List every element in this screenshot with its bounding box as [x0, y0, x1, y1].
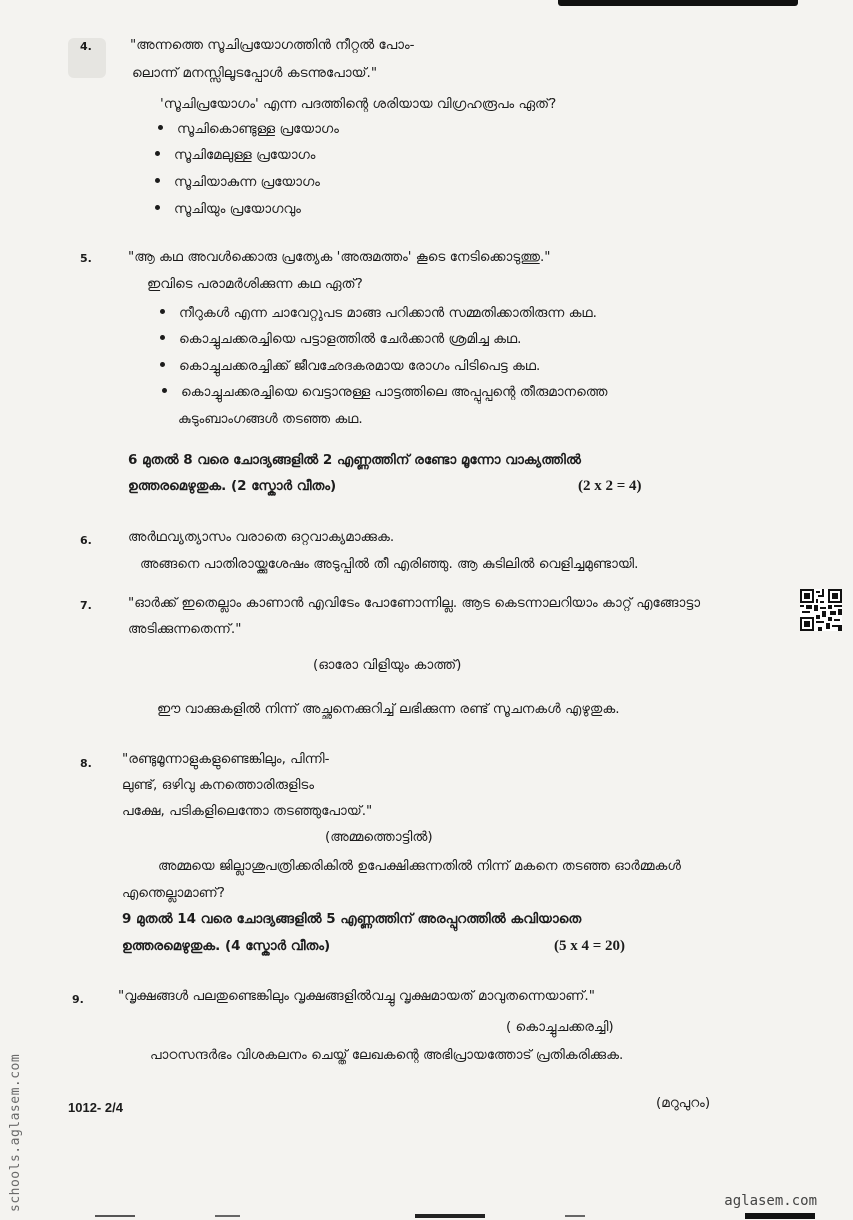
question-7-quote-line1: "ഓർക്ക് ഇതെല്ലാം കാണാൻ എവിടേം പോണോന്നില്ല. ആട കെടന്നാലറിയാം കാറ്റ് എങ്ങോട്ടാ [128, 595, 701, 611]
turn-over-label: (മറുപുറം) [656, 1095, 711, 1111]
question-5-option-1: നീറുകൾ എന്ന ചാവേറ്റുപട മാങ്ങ പറിക്കാൻ സമ്മതിക്കാതിരുന്ന കഥ. [160, 304, 597, 322]
question-9-number: 9. [72, 993, 84, 1006]
scan-bottom-marks [95, 1213, 815, 1219]
question-4-option-1: സൂചികൊണ്ടുള്ള പ്രയോഗം [158, 120, 339, 138]
qr-code [800, 589, 842, 631]
question-8-quote-line2: ലുണ്ട്, ഒഴിവു കനത്തൊരിരുളിടം [122, 777, 315, 793]
question-7-source: (ഓരോ വിളിയും കാത്ത്) [313, 657, 462, 673]
question-4-prompt: 'സൂചിപ്രയോഗം' എന്ന പദത്തിന്റെ ശരിയായ വിഗ്രഹരൂപം ഏത്? [160, 96, 557, 112]
question-5-option-4-continued: കുടുംബാംഗങ്ങൾ തടഞ്ഞ കഥ. [178, 411, 363, 427]
question-9-quote: "വൃക്ഷങ്ങൾ പലതുണ്ടെങ്കിലും വൃക്ഷങ്ങളിൽവച്ചു വൃക്ഷമായത് മാവുതന്നെയാണ്." [118, 988, 595, 1004]
question-4-number: 4. [80, 40, 92, 53]
question-7-prompt: ഈ വാക്കുകളിൽ നിന്ന് അച്ഛനെക്കുറിച്ച് ലഭിക്കുന്ന രണ്ട് സൂചനകൾ എഴുതുക. [157, 701, 620, 717]
scan-edge-mark [558, 0, 798, 6]
watermark-text: schools.aglasem.com [8, 1053, 23, 1212]
question-5-option-4: കൊച്ചുചക്കരച്ചിയെ വെട്ടാനുള്ള പാട്ടത്തിലെ അപ്പുപ്പന്റെ തീരുമാനത്തെ [162, 383, 607, 401]
question-8-number: 8. [80, 757, 92, 770]
question-8-quote-line3: പക്ഷേ, പടികളിലെന്തോ തടഞ്ഞുപോയ്." [122, 803, 373, 819]
question-8-source: (അമ്മത്തൊട്ടിൽ) [325, 829, 433, 845]
question-4-quote-line1: "അന്നത്തെ സൂചിപ്രയോഗത്തിൻ നീറ്റൽ പോം- [130, 37, 415, 53]
question-7-number: 7. [80, 599, 92, 612]
section-a-instruction-line2: ഉത്തരമെഴുതുക. (2 സ്കോർ വീതം) [128, 478, 337, 494]
question-7-quote-line2: അടിക്കുന്നതെന്ന്." [128, 621, 242, 637]
question-4-option-2: സൂചിമേലുള്ള പ്രയോഗം [155, 146, 315, 164]
question-5-option-3: കൊച്ചുചക്കരച്ചിക്ക് ജീവഛേദകരമായ രോഗം പിടിപെട്ട കഥ. [160, 357, 540, 375]
question-5-quote: "ആ കഥ അവൾക്കൊരു പ്രത്യേക 'അരുമത്തം' കൂടെ നേടിക്കൊടുത്തു." [128, 249, 551, 265]
question-5-option-2: കൊച്ചുചക്കരച്ചിയെ പട്ടാളത്തിൽ ചേർക്കാൻ ശ്രമിച്ച കഥ. [160, 330, 521, 348]
site-label: aglasem.com [724, 1193, 817, 1209]
question-4-quote-line2: ലൊന്ന് മനസ്സിലൂടപ്പോൾ കടന്നുപോയ്." [132, 65, 378, 81]
question-8-prompt-line2: എന്തെല്ലാമാണ്? [122, 885, 225, 901]
section-a-marks: (2 x 2 = 4) [578, 478, 642, 494]
question-8-quote-line1: "രണ്ടുമൂന്നാളുകളുണ്ടെങ്കിലും, പിന്നി- [122, 751, 330, 767]
paper-code: 1012- 2/4 [68, 1100, 123, 1115]
question-6-prompt: അർഥവ്യത്യാസം വരാതെ ഒറ്റവാക്യമാക്കുക. [128, 529, 395, 545]
question-4-option-3: സൂചിയാകുന്ന പ്രയോഗം [155, 173, 320, 191]
question-9-source: ( കൊച്ചുചക്കരച്ചി) [506, 1019, 614, 1035]
section-b-marks: (5 x 4 = 20) [554, 938, 626, 954]
question-9-prompt: പാഠസന്ദർഭം വിശകലനം ചെയ്ത് ലേഖകന്റെ അഭിപ്രായത്തോട് പ്രതികരിക്കുക. [150, 1047, 624, 1063]
section-a-instruction-line1: 6 മുതൽ 8 വരെ ചോദ്യങ്ങളിൽ 2 എണ്ണത്തിന് രണ്ടോ മൂന്നോ വാക്യത്തിൽ [128, 452, 581, 468]
question-5-prompt: ഇവിടെ പരാമർശിക്കുന്ന കഥ ഏത്? [147, 276, 363, 292]
question-6-text: അങ്ങനെ പാതിരായ്ക്കുശേഷം അടുപ്പിൽ തീ എരിഞ്ഞു. ആ കുടിലിൽ വെളിച്ചമുണ്ടായി. [140, 556, 639, 572]
question-5-number: 5. [80, 252, 92, 265]
question-4-option-4: സൂചിയും പ്രയോഗവും [155, 200, 301, 218]
question-8-prompt-line1: അമ്മയെ ജില്ലാശുപത്രിക്കരികിൽ ഉപേക്ഷിക്കുന്നതിൽ നിന്ന് മകനെ തടഞ്ഞ ഓർമ്മകൾ [158, 858, 681, 874]
section-b-instruction-line2: ഉത്തരമെഴുതുക. (4 സ്കോർ വീതം) [122, 938, 331, 954]
section-b-instruction-line1: 9 മുതൽ 14 വരെ ചോദ്യങ്ങളിൽ 5 എണ്ണത്തിന് അരപ്പുറത്തിൽ കവിയാതെ [122, 911, 582, 927]
question-6-number: 6. [80, 534, 92, 547]
